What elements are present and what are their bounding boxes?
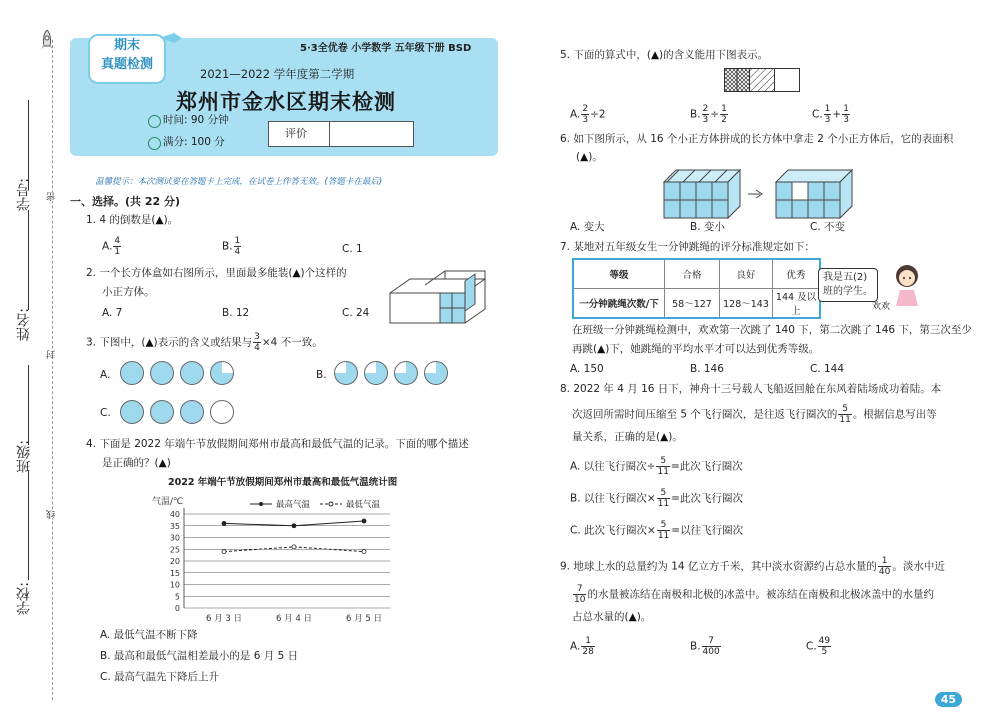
q4-option-c[interactable]: C. 最高气温先下降后上升 <box>100 671 220 683</box>
q3-stem: 3. 下图中，(▲)表示的含义或结果与 $\frac{3}{4}$ ×4 不一致。 <box>86 332 323 353</box>
q6-stem-line2: (▲)。 <box>576 151 603 163</box>
q6-option-a[interactable]: A. 变大 <box>570 221 605 233</box>
x-tick-label: 6 月 5 日 <box>346 614 382 624</box>
q3-circles-b <box>334 361 464 389</box>
data-point <box>292 545 296 549</box>
seal-mark-xian: 线 <box>47 510 57 519</box>
legend-label-high: 最高气温 <box>276 500 311 510</box>
q5-option-a[interactable]: A. $\frac{2}{3}$ ÷2 <box>570 104 606 125</box>
q7-option-a[interactable]: A. 150 <box>570 363 604 375</box>
time-limit: 时间: 90 分钟 <box>163 114 229 126</box>
q8-option-c[interactable]: C. 此次飞行圈次× $\frac{5}{11}$ =以往飞行圈次 <box>570 520 744 541</box>
speech-bubble <box>818 268 878 302</box>
rocket-decor-icon <box>160 30 182 49</box>
q1-option-b[interactable]: B. $\frac{1}{4}$ <box>222 236 241 257</box>
seal-line1: 期末 <box>113 38 140 53</box>
bubble-line2: 班的学生。 <box>823 286 873 297</box>
q8-stem-line3: 量关系，正确的是(▲)。 <box>572 431 683 443</box>
exam-seal <box>88 34 166 84</box>
school-label: 学校: <box>16 582 32 615</box>
q3-option-b[interactable]: B. <box>316 369 327 381</box>
data-point <box>222 521 226 525</box>
q3-option-a[interactable]: A. <box>100 369 111 381</box>
girl-name-label: 欢欢 <box>872 302 891 312</box>
q5-stem: 5. 下面的算式中，(▲)的含义能用下图表示。 <box>560 49 769 61</box>
table-cell: 144 及以上 <box>773 289 821 319</box>
q1-option-c[interactable]: C. 1 <box>342 243 363 255</box>
name-label: 姓名: <box>16 308 32 341</box>
legend-marker-high <box>259 502 263 506</box>
q9-option-b[interactable]: B. $\frac{7}{400}$ <box>690 636 720 657</box>
section-one-heading: 一、选择。(共 22 分) <box>70 195 181 208</box>
q8-stem: 8. 2022 年 4 月 16 日下，神舟十三号载人飞船返回舱在东风着陆场成功着陆。本 <box>560 383 942 395</box>
seal-mark-mi: 密 <box>47 192 57 201</box>
data-point <box>362 550 366 554</box>
y-tick-label: 25 <box>169 545 180 555</box>
warm-tip: 温馨提示：本次测试要在答题卡上完成，在试卷上作答无效。(答题卡在最后) <box>95 177 383 187</box>
q5-fraction-bar <box>724 68 800 92</box>
q8-option-b[interactable]: B. 以往飞行圈次× $\frac{5}{11}$ =此次飞行圈次 <box>570 488 743 509</box>
table-cell: 58～127 <box>665 289 720 319</box>
page-number: 45 <box>935 692 962 707</box>
y-tick-label: 5 <box>174 592 180 602</box>
q4-option-a[interactable]: A. 最低气温不断下降 <box>100 629 198 641</box>
q9-option-a[interactable]: A. $\frac{1}{28}$ <box>570 636 594 657</box>
q5-option-c[interactable]: C. $\frac{1}{3}$ + $\frac{1}{3}$ <box>812 104 849 125</box>
table-header: 合格 <box>665 259 720 289</box>
q4-option-b[interactable]: B. 最高和最低气温相差最小的是 6 月 5 日 <box>100 650 299 662</box>
q3-circles-a <box>120 361 300 389</box>
clock-icon <box>148 115 161 128</box>
q7-option-c[interactable]: C. 144 <box>810 363 845 375</box>
x-tick-label: 6 月 4 日 <box>276 614 312 624</box>
seal-line2: 真题检测 <box>100 57 153 72</box>
q9-option-c[interactable]: C. $\frac{49}{5}$ <box>806 636 831 657</box>
binding-spine <box>0 0 68 714</box>
y-tick-label: 30 <box>169 533 180 543</box>
table-cell: 128～143 <box>720 289 773 319</box>
q6-cuboid-figure <box>660 164 860 222</box>
y-tick-label: 40 <box>169 510 180 519</box>
q7-score-table <box>572 258 821 319</box>
evaluation-box <box>268 121 414 147</box>
y-axis-label: 气温/℃ <box>152 497 184 507</box>
table-header: 优秀 <box>773 259 821 289</box>
q2-stem: 2. 一个长方体盒如右图所示，里面最多能装(▲)个这样的 <box>86 267 347 279</box>
q8-option-a[interactable]: A. 以往飞行圈次÷ $\frac{5}{11}$ =此次飞行圈次 <box>570 456 743 477</box>
y-tick-label: 35 <box>169 521 180 531</box>
bubble-line1: 我是五(2) <box>823 272 868 283</box>
q9-stem-line3: 占总水量的(▲)。 <box>572 611 652 623</box>
check-icon <box>148 137 161 150</box>
girl-avatar-icon <box>886 262 928 306</box>
table-cell: 一分钟跳绳次数/下 <box>573 289 665 319</box>
q7-option-b[interactable]: B. 146 <box>690 363 724 375</box>
data-point <box>292 524 296 528</box>
q6-stem: 6. 如下图所示，从 16 个小正方体拼成的长方体中拿走 2 个小正方体后，它的表面积 <box>560 133 954 145</box>
q7-body: 在班级一分钟跳绳检测中，欢欢第一次跳了 140 下，第二次跳了 146 下，第三次至少 <box>572 324 972 336</box>
q2-option-c[interactable]: C. 24 <box>342 307 370 319</box>
q3-circles-c <box>120 400 250 428</box>
q4-stem: 4. 下面是 2022 年端午节放假期间郑州市最高和最低气温的记录。下面的哪个描述 <box>86 438 469 450</box>
table-header: 良好 <box>720 259 773 289</box>
class-label: 班级: <box>16 440 32 473</box>
q7-stem: 7. 某地对五年级女生一分钟跳绳的评分标准规定如下： <box>560 241 815 253</box>
q9-stem: 9. 地球上水的总量约为 14 亿立方千米，其中淡水资源约占总水量的 $\frac{1}{40}$ 。淡水中近 <box>560 556 945 577</box>
evaluation-label: 评价 <box>285 127 307 140</box>
q6-option-b[interactable]: B. 变小 <box>690 221 725 233</box>
q7-body-line2: 再跳(▲)下，她跳绳的平均水平才可以达到优秀等级。 <box>572 343 820 355</box>
y-tick-label: 10 <box>169 580 180 590</box>
chart-title: 2022 年端午节放假期间郑州市最高和最低气温统计图 <box>168 477 398 488</box>
legend-label-low: 最低气温 <box>346 500 381 510</box>
q1-option-a[interactable]: A. $\frac{4}{1}$ <box>102 236 121 257</box>
q4-stem-line2: 是正确的？(▲) <box>102 457 171 469</box>
student-id-label: 学号: <box>16 178 32 211</box>
q2-option-a[interactable]: A. 7 <box>102 307 123 319</box>
data-point <box>222 550 226 554</box>
series-label: 5·3全优卷 小学数学 五年级下册 BSD <box>300 43 472 54</box>
y-tick-label: 0 <box>174 604 180 613</box>
data-point <box>362 519 366 523</box>
legend-marker-low <box>329 502 333 506</box>
q9-stem-line2: $\frac{7}{10}$ 的水量被冻结在南极和北极的冰盖中。被冻结在南极和北极冰盖中的水量约 <box>574 584 934 605</box>
evaluation-field[interactable] <box>330 122 412 146</box>
y-tick-label: 20 <box>169 557 180 566</box>
temperature-line-chart <box>150 494 400 624</box>
q2-box-figure <box>385 265 490 325</box>
q3-option-c[interactable]: C. <box>100 407 111 419</box>
x-tick-label: 6 月 3 日 <box>206 614 242 624</box>
seal-mark-feng: 封 <box>47 350 57 359</box>
q6-option-c[interactable]: C. 不变 <box>810 221 846 233</box>
y-tick-label: 15 <box>169 568 180 578</box>
exam-year: 2021—2022 学年度第二学期 <box>200 67 355 81</box>
q5-option-b[interactable]: B. $\frac{2}{3}$ ÷ $\frac{1}{2}$ <box>690 104 727 125</box>
page-title: 郑州市金水区期末检测 <box>176 90 396 114</box>
full-score: 满分: 100 分 <box>163 136 225 148</box>
q2-stem-line2: 小正方体。 <box>102 286 155 298</box>
table-header: 等级 <box>573 259 665 289</box>
q8-stem-line2: 次返回所需时间压缩至 5 个飞行圈次，是往返飞行圈次的 $\frac{5}{11}$ 。根据信息写出等 <box>572 404 937 425</box>
q2-option-b[interactable]: B. 12 <box>222 307 250 319</box>
q1-stem: 1. 4 的倒数是(▲)。 <box>86 214 179 226</box>
